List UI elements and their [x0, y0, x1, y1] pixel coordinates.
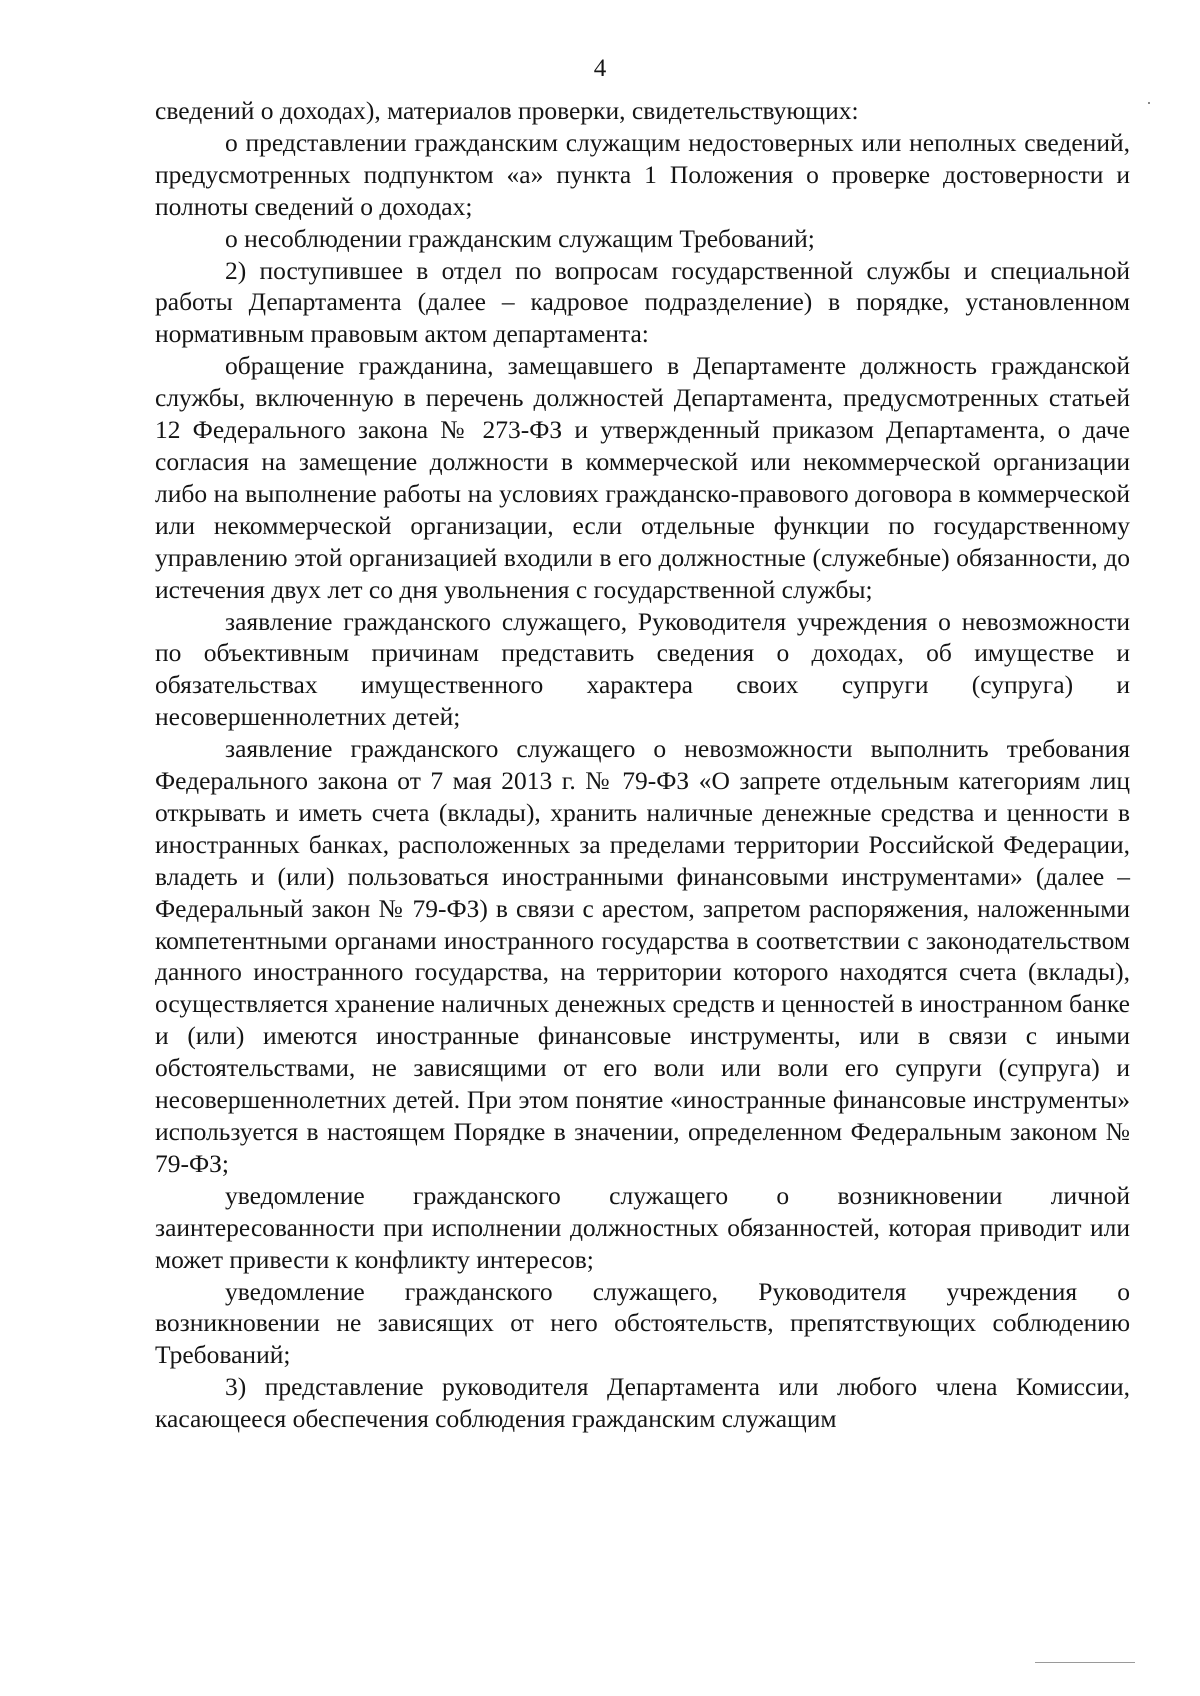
paragraph-conflict-of-interest: уведомление гражданского служащего о возникновении личной заинтересованности при исполнении должностных обязанностей, которая приводит или может привести к конфликту интересов; — [155, 1180, 1130, 1274]
scan-artifact-dot — [1148, 102, 1150, 104]
scan-artifact-line — [1035, 1662, 1135, 1663]
page-number: 4 — [593, 55, 607, 82]
paragraph-item-2: 2) поступившее в отдел по вопросам государственной службы и специальной работы Департамента (далее – кадровое подразделение) в порядке, установленном нормативным правовым актом департамента: — [155, 255, 1130, 349]
paragraph-circumstances: уведомление гражданского служащего, Руководителя учреждения о возникновении не зависящих от него обстоятельств, препятствующих соблюдению Требований; — [155, 1276, 1130, 1370]
paragraph-noncompliance: о несоблюдении гражданским служащим Требований; — [225, 223, 815, 253]
paragraph-unreliable-info: о представлении гражданским служащим недостоверных или неполных сведений, предусмотренных подпунктом «а» пункта 1 Положения о проверке достоверности и полноты сведений о доходах; — [155, 127, 1130, 221]
paragraph-item-3: 3) представление руководителя Департамента или любого члена Комиссии, касающееся обеспечения соблюдения гражданским служащим — [155, 1372, 1130, 1434]
paragraph-foreign-accounts: заявление гражданского служащего о невозможности выполнить требования Федерального закона от 7 мая 2013 г. № 79-ФЗ «О запрете отдельным категориям лиц открывать и иметь счета (вклады), хранить наличные денежные средства и ценности в иностранных банках, расположенных за пределами территории Российской Федерации, владеть и (или) пользоваться иностранными финансовыми инструментами» (далее – Федеральный закон № 79-ФЗ) в связи с арестом, запретом распоряжения, наложенными компетентными органами иностранного государства в соответствии с законодательством данного иностранного государства, на территории которого находятся счета (вклады), осуществляется хранение наличных денежных средств и ценностей в иностранном банке и (или) имеются иностранные финансовые инструменты, или в связи с иными обстоятельствами, не зависящими от его воли или воли его супруги (супруга) и несовершеннолетних детей. При этом понятие «иностранные финансовые инструменты» используется в настоящем Порядке в значении, определенном Федеральным законом № 79-ФЗ; — [155, 734, 1130, 1178]
paragraph-income-statement: заявление гражданского служащего, Руководителя учреждения о невозможности по объективным причинам представить сведения о доходах, об имуществе и обязательствах имущественного характера своих супруги (супруга) и несовершеннолетних детей; — [155, 606, 1130, 732]
paragraph-citizen-appeal: обращение гражданина, замещавшего в Департаменте должность гражданской службы, включенную в перечень должностей Департамента, предусмотренных статьей 12 Федерального закона № 273-ФЗ и утвержденный приказом Департамента, о даче согласия на замещение должности в коммерческой или некоммерческой организации либо на выполнение работы на условиях гражданско-правового договора в коммерческой или некоммерческой организации, если отдельные функции по государственному управлению этой организацией входили в его должностные (служебные) обязанности, до истечения двух лет со дня увольнения с государственной службы; — [155, 351, 1130, 604]
paragraph-continuation: сведений о доходах), материалов проверки, свидетельствующих: — [155, 96, 859, 125]
document-body — [155, 95, 1130, 1435]
